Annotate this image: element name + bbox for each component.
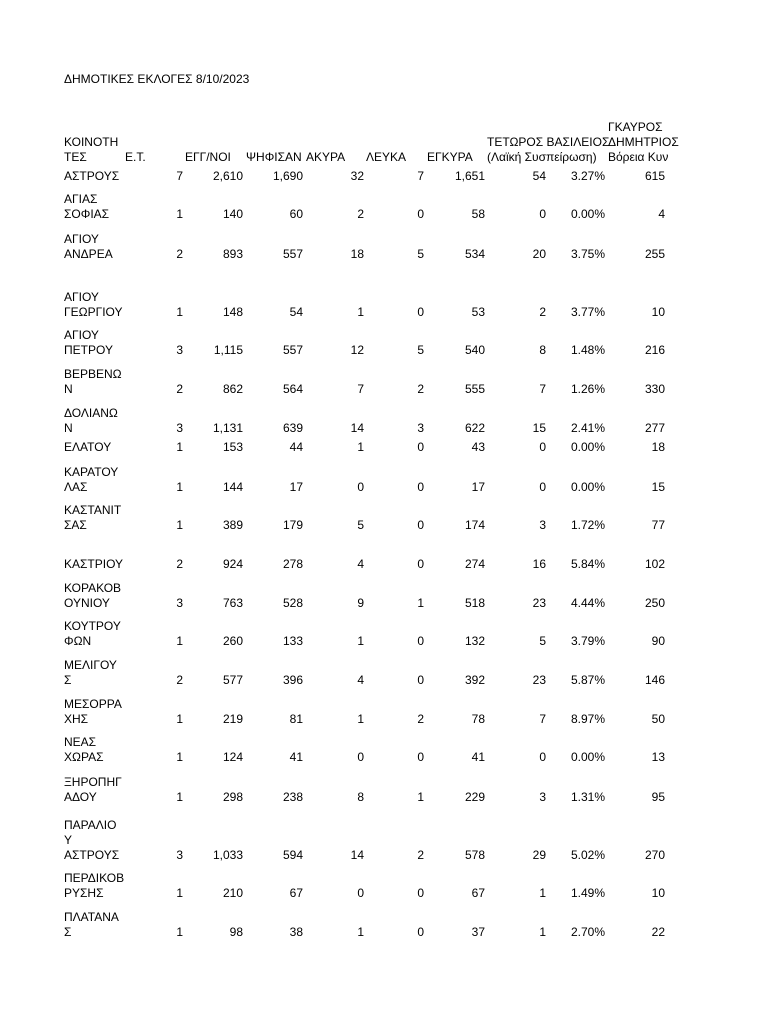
cell-blank: 0 (417, 750, 424, 764)
cell-candidate2-votes: 90 (651, 634, 665, 648)
cell-et: 1 (176, 518, 183, 532)
cell-community-name: ΚΟΡΑΚΟΒ (64, 581, 122, 595)
cell-community-name: ΑΓΙΟΥ (64, 232, 99, 246)
cell-candidate1-pct: 0.00% (570, 207, 605, 221)
cell-blank: 1 (417, 596, 424, 610)
cell-candidate1-pct: 1.49% (570, 886, 605, 900)
cell-registered: 1,131 (212, 421, 243, 435)
cell-et: 3 (176, 848, 183, 862)
cell-valid: 392 (464, 673, 485, 687)
cell-valid: 1,651 (454, 169, 485, 183)
cell-blank: 0 (417, 557, 424, 571)
cell-candidate1-pct: 1.31% (570, 790, 605, 804)
cell-registered: 210 (222, 886, 243, 900)
cell-candidate1-pct: 1.48% (570, 343, 605, 357)
cell-valid: 17 (471, 480, 485, 494)
cell-voted: 557 (282, 343, 303, 357)
cell-community-name: ΑΓΙΟΥ (64, 328, 99, 342)
cell-candidate1-votes: 23 (532, 596, 546, 610)
cell-voted: 17 (289, 480, 303, 494)
cell-et: 2 (176, 673, 183, 687)
cell-candidate1-pct: 3.75% (570, 247, 605, 261)
cell-community-name: ΑΝΔΡΕΑ (64, 247, 113, 261)
cell-valid: 41 (471, 750, 485, 764)
cell-voted: 179 (282, 518, 303, 532)
cell-voted: 557 (282, 247, 303, 261)
cell-registered: 144 (222, 480, 243, 494)
cell-valid: 174 (464, 518, 485, 532)
cell-voted: 133 (282, 634, 303, 648)
cell-invalid: 4 (357, 673, 364, 687)
cell-et: 3 (176, 596, 183, 610)
cell-candidate1-pct: 3.77% (570, 305, 605, 319)
cell-voted: 1,690 (272, 169, 303, 183)
cell-candidate2-votes: 77 (651, 518, 665, 532)
cell-invalid: 1 (357, 305, 364, 319)
cell-candidate2-votes: 102 (644, 557, 665, 571)
cell-registered: 124 (222, 750, 243, 764)
header-candidate1: ΤΕΤΩΡΟΣ ΒΑΣΙΛΕΙΟΣ (487, 135, 610, 149)
cell-candidate1-votes: 0 (539, 750, 546, 764)
cell-candidate1-votes: 1 (539, 886, 546, 900)
cell-community-name: ΟΥΝΙΟΥ (64, 596, 110, 610)
cell-invalid: 18 (350, 247, 364, 261)
cell-community-name: Σ (64, 673, 72, 687)
cell-invalid: 9 (357, 596, 364, 610)
cell-candidate2-votes: 330 (644, 382, 665, 396)
cell-valid: 540 (464, 343, 485, 357)
cell-invalid: 14 (350, 421, 364, 435)
cell-registered: 298 (222, 790, 243, 804)
cell-invalid: 8 (357, 790, 364, 804)
cell-valid: 132 (464, 634, 485, 648)
cell-et: 2 (176, 557, 183, 571)
cell-et: 2 (176, 247, 183, 261)
cell-candidate2-votes: 277 (644, 421, 665, 435)
cell-blank: 5 (417, 247, 424, 261)
cell-registered: 924 (222, 557, 243, 571)
cell-voted: 67 (289, 886, 303, 900)
cell-community-name: Ν (64, 382, 73, 396)
cell-voted: 238 (282, 790, 303, 804)
cell-registered: 153 (222, 440, 243, 454)
cell-candidate1-votes: 1 (539, 925, 546, 939)
cell-candidate1-votes: 3 (539, 518, 546, 532)
cell-candidate1-votes: 3 (539, 790, 546, 804)
cell-registered: 862 (222, 382, 243, 396)
cell-community-name: ΑΓΙΑΣ (64, 192, 98, 206)
cell-blank: 7 (417, 169, 424, 183)
cell-et: 7 (176, 169, 183, 183)
cell-registered: 219 (222, 712, 243, 726)
header-candidate2: ΓΚΑΥΡΟΣ (608, 120, 663, 134)
cell-candidate2-votes: 18 (651, 440, 665, 454)
cell-registered: 577 (222, 673, 243, 687)
header-invalid: ΑΚΥΡΑ (306, 150, 346, 164)
cell-valid: 58 (471, 207, 485, 221)
cell-et: 1 (176, 305, 183, 319)
cell-blank: 0 (417, 886, 424, 900)
cell-invalid: 32 (350, 169, 364, 183)
cell-et: 3 (176, 421, 183, 435)
cell-voted: 396 (282, 673, 303, 687)
cell-community-name: ΚΑΡΑΤΟΥ (64, 465, 119, 479)
cell-community-name: ΑΣΤΡΟΥΣ (64, 169, 120, 183)
cell-community-name: ΠΑΡΑΛΙΟ (64, 818, 117, 832)
cell-blank: 1 (417, 790, 424, 804)
cell-valid: 274 (464, 557, 485, 571)
cell-candidate2-votes: 22 (651, 925, 665, 939)
cell-candidate2-votes: 270 (644, 848, 665, 862)
cell-valid: 534 (464, 247, 485, 261)
cell-et: 1 (176, 886, 183, 900)
cell-voted: 528 (282, 596, 303, 610)
cell-candidate1-pct: 4.44% (570, 596, 605, 610)
cell-invalid: 0 (357, 480, 364, 494)
cell-blank: 0 (417, 207, 424, 221)
cell-voted: 564 (282, 382, 303, 396)
cell-candidate1-votes: 20 (532, 247, 546, 261)
header-community: ΚΟΙΝΟΤΗ (64, 135, 119, 149)
cell-community-name: ΚΟΥΤΡΟΥ (64, 619, 121, 633)
cell-community-name: Σ (64, 925, 72, 939)
cell-voted: 278 (282, 557, 303, 571)
cell-candidate1-pct: 0.00% (570, 440, 605, 454)
cell-blank: 0 (417, 480, 424, 494)
cell-candidate1-votes: 54 (532, 169, 546, 183)
cell-candidate2-votes: 15 (651, 480, 665, 494)
cell-invalid: 1 (357, 634, 364, 648)
cell-blank: 0 (417, 518, 424, 532)
cell-candidate2-votes: 95 (651, 790, 665, 804)
cell-community-name: ΛΑΣ (64, 480, 88, 494)
cell-candidate2-votes: 146 (644, 673, 665, 687)
cell-candidate1-pct: 8.97% (570, 712, 605, 726)
header-candidate2: ΔΗΜΗΤΡΙΟΣ (608, 135, 679, 149)
cell-candidate2-votes: 250 (644, 596, 665, 610)
cell-candidate1-votes: 5 (539, 634, 546, 648)
cell-registered: 1,115 (213, 343, 243, 357)
cell-valid: 229 (464, 790, 485, 804)
cell-voted: 639 (282, 421, 303, 435)
cell-et: 1 (176, 925, 183, 939)
cell-invalid: 1 (357, 712, 364, 726)
cell-valid: 518 (464, 596, 485, 610)
cell-candidate1-votes: 0 (539, 440, 546, 454)
cell-candidate2-votes: 50 (651, 712, 665, 726)
cell-candidate2-votes: 216 (644, 343, 665, 357)
cell-community-name: ΡΥΣΗΣ (64, 886, 104, 900)
cell-invalid: 12 (350, 343, 364, 357)
cell-et: 1 (176, 712, 183, 726)
cell-community-name: Ν (64, 421, 73, 435)
cell-valid: 53 (471, 305, 485, 319)
cell-candidate1-pct: 5.02% (570, 848, 605, 862)
cell-candidate1-pct: 5.84% (570, 557, 605, 571)
cell-community-name: ΑΔΟΥ (64, 790, 97, 804)
cell-community-name: ΣΟΦΙΑΣ (64, 207, 110, 221)
cell-candidate1-votes: 0 (539, 207, 546, 221)
cell-voted: 81 (289, 712, 303, 726)
cell-voted: 54 (289, 305, 303, 319)
cell-invalid: 1 (357, 440, 364, 454)
cell-invalid: 4 (357, 557, 364, 571)
cell-candidate1-pct: 2.41% (570, 421, 605, 435)
cell-blank: 0 (417, 305, 424, 319)
cell-voted: 594 (282, 848, 303, 862)
cell-community-name: ΕΛΑΤΟΥ (64, 440, 112, 454)
cell-candidate2-votes: 13 (651, 750, 665, 764)
header-candidate1: (Λαϊκή Συσπείρωση) (487, 150, 597, 164)
cell-blank: 0 (417, 673, 424, 687)
cell-community-name: ΑΣΤΡΟΥΣ (64, 848, 120, 862)
cell-valid: 67 (471, 886, 485, 900)
cell-voted: 44 (289, 440, 303, 454)
cell-candidate1-pct: 3.79% (570, 634, 605, 648)
cell-registered: 389 (222, 518, 243, 532)
cell-community-name: ΜΕΣΟΡΡΑ (64, 697, 122, 711)
cell-et: 1 (176, 480, 183, 494)
cell-candidate1-pct: 1.72% (570, 518, 605, 532)
cell-blank: 0 (417, 634, 424, 648)
cell-community-name: ΠΛΑΤΑΝΑ (64, 910, 119, 924)
cell-registered: 140 (222, 207, 243, 221)
cell-candidate1-votes: 29 (532, 848, 546, 862)
page-title: ΔΗΜΟΤΙΚΕΣ ΕΚΛΟΓΕΣ 8/10/2023 (64, 72, 250, 86)
cell-community-name: ΜΕΛΙΓΟΥ (64, 658, 117, 672)
cell-community-name: ΓΕΩΡΓΙΟΥ (64, 305, 123, 319)
cell-community-name: ΦΩΝ (64, 634, 92, 648)
header-et: Ε.Τ. (125, 150, 146, 164)
cell-registered: 98 (229, 925, 243, 939)
cell-voted: 41 (289, 750, 303, 764)
cell-et: 1 (176, 634, 183, 648)
cell-blank: 2 (417, 848, 424, 862)
cell-candidate1-votes: 15 (532, 421, 546, 435)
cell-blank: 0 (417, 440, 424, 454)
cell-candidate1-pct: 1.26% (570, 382, 605, 396)
header-voted: ΨΗΦΙΣΑΝ (246, 150, 302, 164)
cell-registered: 763 (222, 596, 243, 610)
cell-candidate2-votes: 255 (644, 247, 665, 261)
cell-blank: 5 (417, 343, 424, 357)
cell-candidate1-votes: 23 (532, 673, 546, 687)
cell-candidate1-pct: 0.00% (570, 480, 605, 494)
cell-invalid: 0 (357, 750, 364, 764)
cell-invalid: 2 (357, 207, 364, 221)
cell-et: 1 (176, 207, 183, 221)
cell-community-name: ΠΕΤΡΟΥ (64, 343, 113, 357)
cell-candidate1-pct: 2.70% (570, 925, 605, 939)
header-community: ΤΕΣ (64, 150, 87, 164)
cell-candidate2-votes: 10 (651, 305, 665, 319)
cell-et: 1 (176, 750, 183, 764)
cell-blank: 0 (417, 925, 424, 939)
cell-voted: 38 (289, 925, 303, 939)
cell-registered: 2,610 (212, 169, 243, 183)
cell-valid: 78 (471, 712, 485, 726)
cell-valid: 37 (471, 925, 485, 939)
cell-candidate1-pct: 3.27% (570, 169, 605, 183)
cell-community-name: ΒΕΡΒΕΝΩ (64, 367, 122, 381)
cell-candidate1-pct: 0.00% (570, 750, 605, 764)
cell-valid: 555 (464, 382, 485, 396)
cell-invalid: 14 (350, 848, 364, 862)
cell-voted: 60 (289, 207, 303, 221)
cell-invalid: 1 (357, 925, 364, 939)
cell-valid: 622 (464, 421, 485, 435)
header-registered: ΕΓΓ/ΝΟΙ (185, 150, 231, 164)
cell-valid: 43 (471, 440, 485, 454)
cell-et: 1 (176, 790, 183, 804)
cell-community-name: ΧΩΡΑΣ (64, 750, 104, 764)
cell-registered: 1,033 (212, 848, 243, 862)
cell-candidate1-votes: 8 (539, 343, 546, 357)
cell-candidate1-votes: 16 (532, 557, 546, 571)
cell-et: 1 (176, 440, 183, 454)
cell-blank: 2 (417, 382, 424, 396)
cell-community-name: ΚΑΣΤΑΝΙΤ (64, 503, 122, 517)
cell-invalid: 5 (357, 518, 364, 532)
header-blank: ΛΕΥΚΑ (366, 150, 407, 164)
cell-community-name: ΞΗΡΟΠΗΓ (64, 775, 122, 789)
cell-community-name: Υ (64, 833, 73, 847)
header-valid: ΕΓΚΥΡΑ (427, 150, 473, 164)
cell-invalid: 0 (357, 886, 364, 900)
cell-registered: 893 (222, 247, 243, 261)
cell-community-name: ΚΑΣΤΡΙΟΥ (64, 557, 124, 571)
cell-community-name: ΧΗΣ (64, 712, 89, 726)
cell-community-name: ΔΟΛΙΑΝΩ (64, 406, 118, 420)
cell-valid: 578 (464, 848, 485, 862)
cell-candidate2-votes: 10 (651, 886, 665, 900)
cell-registered: 148 (222, 305, 243, 319)
cell-candidate1-votes: 2 (539, 305, 546, 319)
cell-et: 2 (176, 382, 183, 396)
cell-community-name: ΠΕΡΔΙΚΟΒ (64, 871, 125, 885)
cell-invalid: 7 (357, 382, 364, 396)
cell-community-name: ΣΑΣ (64, 518, 87, 532)
cell-candidate1-pct: 5.87% (570, 673, 605, 687)
cell-community-name: ΝΕΑΣ (64, 735, 97, 749)
cell-candidate2-votes: 615 (644, 169, 665, 183)
cell-candidate1-votes: 7 (539, 382, 546, 396)
cell-candidate2-votes: 4 (658, 207, 665, 221)
cell-et: 3 (176, 343, 183, 357)
cell-community-name: ΑΓΙΟΥ (64, 290, 99, 304)
cell-candidate1-votes: 0 (539, 480, 546, 494)
cell-registered: 260 (222, 634, 243, 648)
cell-blank: 3 (417, 421, 424, 435)
cell-candidate1-votes: 7 (539, 712, 546, 726)
cell-blank: 2 (417, 712, 424, 726)
header-candidate2: Βόρεια Κυν (608, 150, 669, 164)
